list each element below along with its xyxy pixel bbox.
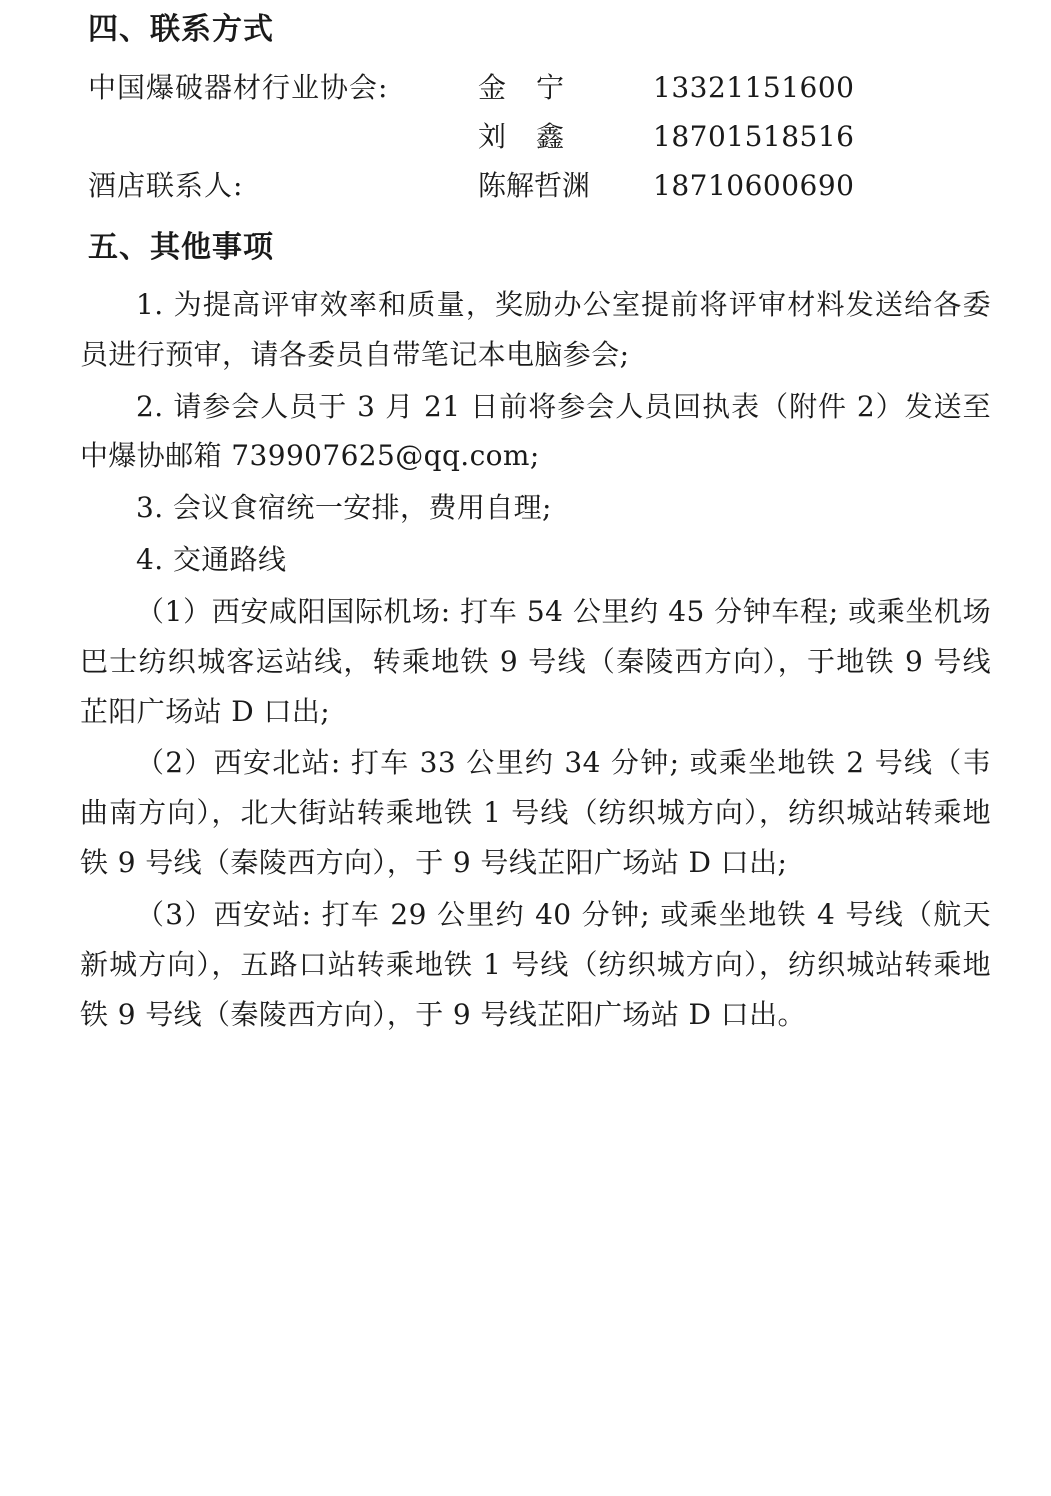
- paragraph-item-1: 1. 为提高评审效率和质量，奖励办公室提前将评审材料发送给各委员进行预审，请各委员自带笔记本电脑参会;: [80, 288, 991, 371]
- contact-name: 陈解哲渊: [478, 168, 591, 202]
- contact-phone: 13321151600: [653, 70, 855, 104]
- paragraph-route-north-station: （2）西安北站: 打车 33 公里约 34 分钟; 或乘坐地铁 2 号线（韦曲南方向），北大街站转乘地铁 1 号线（纺织城方向），纺织城站转乘地铁 9 号线（秦陵西方向），于 9 号线芷阳广场站 D 口出;: [80, 746, 991, 880]
- contact-name: 金 宁: [478, 70, 566, 104]
- paragraph-route-airport: （1）西安咸阳国际机场: 打车 54 公里约 45 分钟车程; 或乘坐机场巴士纺织城客运站线，转乘地铁 9 号线（秦陵西方向），于地铁 9 号线芷阳广场站 D 口出;: [80, 594, 991, 728]
- section-heading-contact: 四、联系方式: [88, 12, 274, 47]
- contact-label: 中国爆破器材行业协会:: [88, 70, 389, 104]
- contact-row: [88, 161, 991, 210]
- paragraph-item-2: 2. 请参会人员于 3 月 21 日前将参会人员回执表（附件 2）发送至中爆协邮箱 739907625@qq.com;: [80, 389, 991, 473]
- contact-list: [80, 63, 991, 210]
- paragraph-route-xian-station: （3）西安站: 打车 29 公里约 40 分钟; 或乘坐地铁 4 号线（航天新城方向），五路口站转乘地铁 1 号线（纺织城方向），纺织城站转乘地铁 9 号线（秦陵西方向），于 9 号线芷阳广场站 D 口出。: [80, 897, 991, 1031]
- contact-phone: 18701518516: [653, 119, 855, 153]
- section-heading-other: 五、其他事项: [88, 229, 274, 265]
- contact-label: 酒店联系人:: [88, 168, 244, 202]
- paragraph-item-4: 4. 交通路线: [136, 543, 287, 577]
- paragraph-item-3: 3. 会议食宿统一安排，费用自理;: [136, 491, 552, 525]
- contact-phone: 18710600690: [653, 168, 855, 202]
- contact-row: [88, 112, 991, 161]
- contact-row: [88, 63, 991, 112]
- contact-name: 刘 鑫: [478, 119, 566, 153]
